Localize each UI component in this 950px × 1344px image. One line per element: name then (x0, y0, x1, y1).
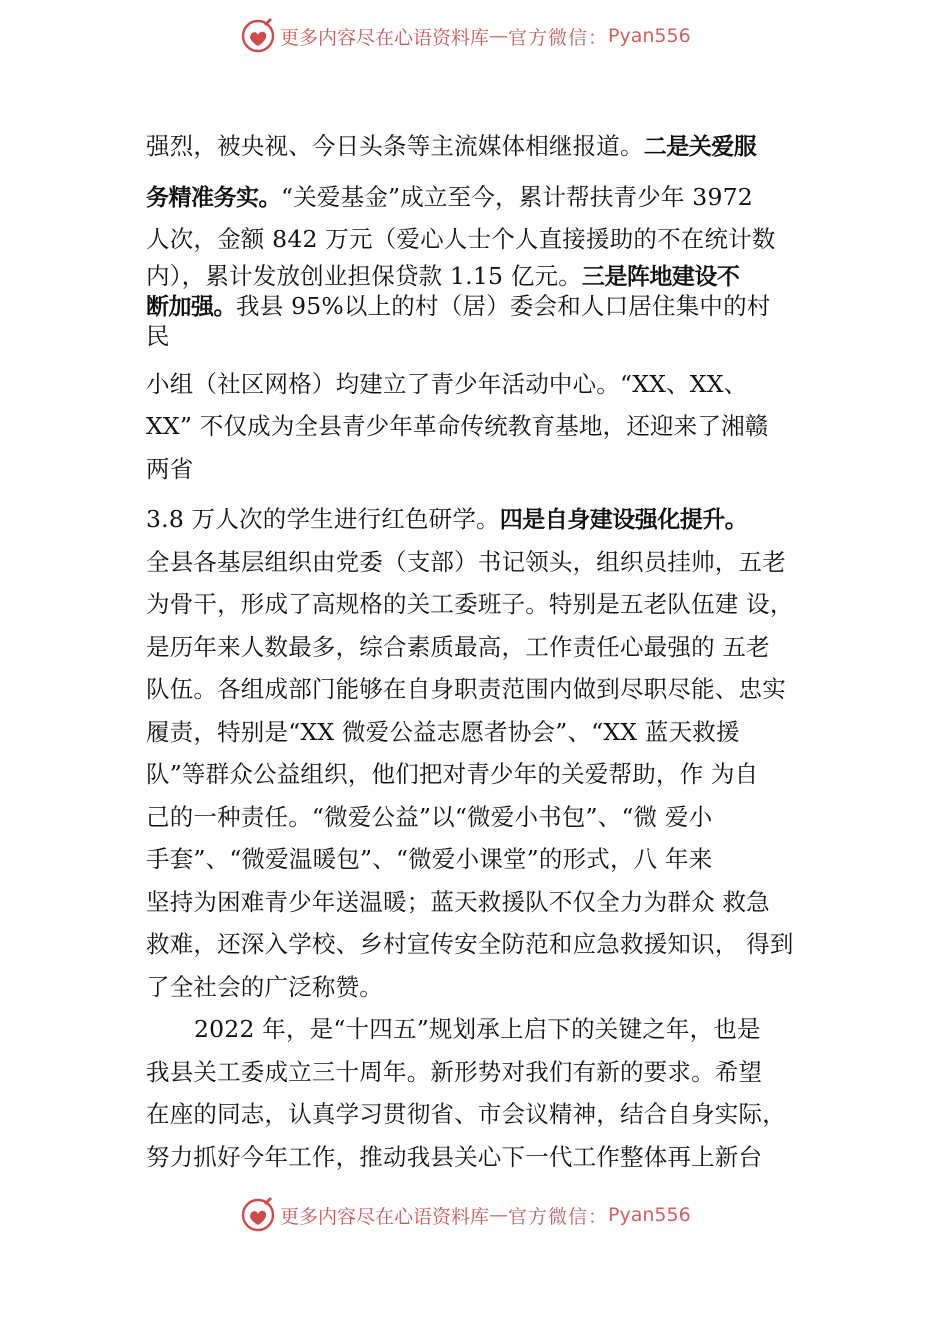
footer-watermark (240, 1195, 691, 1235)
text-run: 我县 95%以上的村（居）委会和人口居住集中的村 (236, 291, 771, 320)
text-run: 为骨干，形成了高规格的关工委班子。特别是五老队伍建 设， (146, 590, 794, 618)
text-line-19 (146, 881, 836, 924)
text-line-11 (146, 541, 836, 584)
text-line-1 (146, 125, 836, 168)
text-line-8 (146, 405, 836, 448)
text-run: 己的一种责任。“微爱公益”以“微爱小书包”、“微 爱小 (146, 802, 713, 831)
text-line-25 (146, 1136, 836, 1179)
text-line-12 (146, 583, 836, 626)
header-watermark (240, 16, 691, 56)
bold-run: 断加强。 (146, 293, 236, 320)
document-body (146, 125, 836, 1178)
text-run: 履责，特别是“XX 微爱公益志愿者协会”、“XX 蓝天救援 (146, 717, 740, 746)
text-line-9 (146, 448, 836, 491)
watermark-wechat-id: Pyan556 (608, 1204, 691, 1226)
text-run: 我县关工委成立三十周年。新形势对我们有新的要求。希望 (146, 1057, 763, 1086)
text-line-7 (146, 363, 836, 406)
text-line-22 (146, 1008, 836, 1051)
text-line-23 (146, 1051, 836, 1094)
text-run: 了全社会的广泛称赞。 (146, 972, 383, 1001)
text-line-18 (146, 838, 836, 881)
watermark-brand: 更多内容尽在心语资料库 (280, 26, 490, 49)
text-line-15 (146, 711, 836, 754)
text-line-6 (146, 321, 836, 351)
text-line-21 (146, 966, 836, 1009)
watermark-wechat-label: 官方微信： (508, 26, 609, 49)
text-run: 队”等群众公益组织，他们把对青少年的关爱帮助，作 为自 (146, 760, 759, 788)
text-line-4 (146, 261, 836, 291)
text-run: 在座的同志，认真学习贯彻省、市会议精神，结合自身实际， (146, 1100, 786, 1128)
text-run: 3.8 万人次的学生进行红色研学。 (146, 505, 500, 533)
text-line-2 (146, 176, 836, 219)
text-run: “关爱基金”成立至今，累计帮扶青少年 3972 (281, 182, 753, 211)
text-run: 手套”、“微爱温暖包”、“微爱小课堂”的形式，八 年来 (146, 845, 713, 873)
text-run: 救难，还深入学校、乡村宣传安全防范和应急救援知识， 得到 (146, 930, 794, 958)
text-line-10 (146, 498, 836, 541)
text-run: XX” 不仅成为全县青少年革命传统教育基地，还迎来了湘赣 (146, 412, 769, 440)
text-run: 内），累计发放创业担保贷款 1.15 亿元。 (146, 261, 582, 290)
bold-run: 二是关爱服 (643, 134, 757, 160)
text-line-14 (146, 668, 836, 711)
text-line-13 (146, 626, 836, 669)
text-run: 坚持为困难青少年送温暖；蓝天救援队不仅全力为群众 救急 (146, 887, 770, 916)
text-line-20 (146, 923, 836, 966)
watermark-separator: — (489, 1204, 509, 1226)
text-run: 努力抓好今年工作，推动我县关心下一代工作整体再上新台 (146, 1142, 763, 1171)
heart-pen-logo-icon (240, 1197, 276, 1233)
text-run: 强烈，被央视、今日头条等主流媒体相继报道。 (146, 132, 644, 160)
text-run: 民 (146, 321, 170, 350)
text-line-17 (146, 796, 836, 839)
text-line-24 (146, 1093, 836, 1136)
text-run: 人次，金额 842 万元（爱心人士个人直接援助的不在统计数 (146, 225, 776, 253)
watermark-separator: — (489, 25, 509, 47)
bold-run: 四是自身建设强化提升。 (499, 507, 748, 533)
text-run: 两省 (146, 454, 194, 483)
text-run: 是历年来人数最多，综合素质最高，工作责任心最强的 五老 (146, 632, 770, 661)
text-line-5 (146, 291, 836, 321)
watermark-wechat-id: Pyan556 (608, 25, 691, 47)
watermark-brand: 更多内容尽在心语资料库 (280, 1205, 490, 1228)
text-run: 队伍。各组成部门能够在自身职责范围内做到尽职尽能、忠实 (146, 675, 786, 703)
bold-run: 务精准务实。 (146, 184, 281, 211)
text-line-16 (146, 753, 836, 796)
heart-pen-logo-icon (240, 18, 276, 54)
watermark-wechat-label: 官方微信： (508, 1205, 609, 1228)
text-run: 2022 年，是“十四五”规划承上启下的关键之年，也是 (194, 1015, 761, 1043)
text-run: 小组（社区网格）均建立了青少年活动中心。“XX、XX、 (146, 369, 748, 398)
text-run: 全县各基层组织由党委（支部）书记领头，组织员挂帅，五老 (146, 547, 786, 576)
text-line-3 (146, 218, 836, 261)
bold-run: 三是阵地建设不 (581, 263, 740, 290)
